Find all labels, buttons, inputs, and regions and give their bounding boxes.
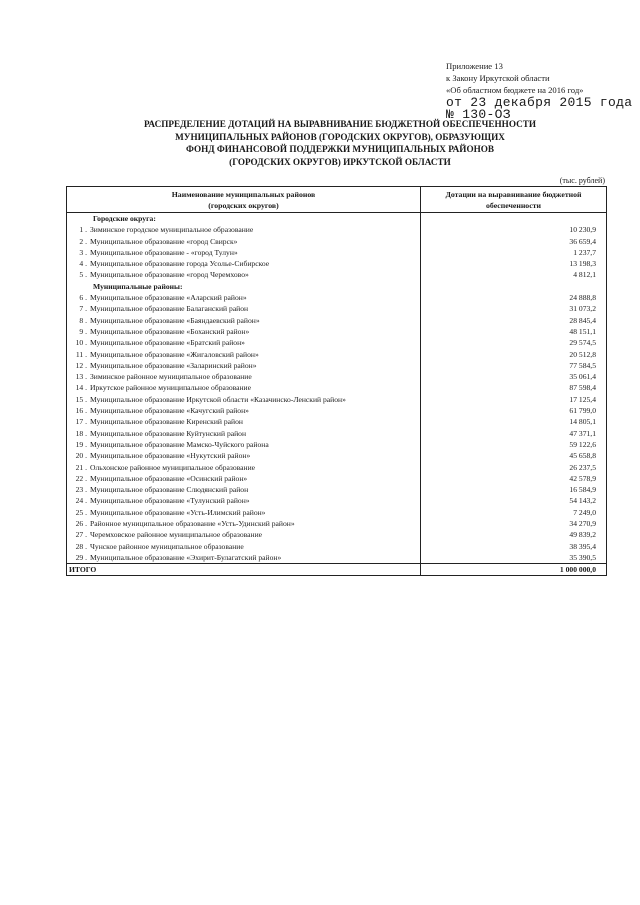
row-name: Чунское районное муниципальное образование xyxy=(90,541,244,551)
row-name: Зиминское районное муниципальное образование xyxy=(90,372,252,382)
row-index: 21 . xyxy=(75,462,87,472)
row-value: 54 143,2 xyxy=(421,495,607,506)
group-row-urban xyxy=(67,213,607,225)
row-index: 26 . xyxy=(75,519,87,529)
header-name-line2: (городских округов) xyxy=(208,200,279,210)
row-value: 35 061,4 xyxy=(421,371,607,382)
row-name: Иркутское районное муниципальное образование xyxy=(90,383,251,393)
row-name-cell xyxy=(67,326,421,337)
row-name-cell xyxy=(67,484,421,495)
distribution-table xyxy=(66,186,607,576)
table-row xyxy=(67,439,607,450)
row-value: 59 122,6 xyxy=(421,439,607,450)
table-row xyxy=(67,371,607,382)
row-name: Муниципальное образование «Тулунский район» xyxy=(90,496,250,506)
table-row xyxy=(67,495,607,506)
appendix-line: Приложение 13 xyxy=(446,61,503,71)
row-name-cell xyxy=(67,541,421,552)
row-name: Муниципальное образование «Баяндаевский район» xyxy=(90,315,260,325)
row-index: 7 . xyxy=(79,304,87,314)
row-value: 28 845,4 xyxy=(421,315,607,326)
row-index: 12 . xyxy=(75,360,87,370)
row-value: 13 198,3 xyxy=(421,258,607,269)
row-name: Муниципальное образование «Аларский район» xyxy=(90,293,247,303)
row-name-cell xyxy=(67,552,421,564)
row-name: Муниципальное образование «Эхирит-Булагатский район» xyxy=(90,552,282,562)
row-name: Зиминское городское муниципальное образование xyxy=(90,225,254,235)
header-value-column xyxy=(421,187,607,213)
table-row xyxy=(67,416,607,427)
row-name: Муниципальное образование «Боханский район» xyxy=(90,326,250,336)
table-row xyxy=(67,405,607,416)
table-row xyxy=(67,394,607,405)
title-line: ФОНД ФИНАНСОВОЙ ПОДДЕРЖКИ МУНИЦИПАЛЬНЫХ РАЙОНОВ xyxy=(185,144,495,155)
row-value: 42 578,9 xyxy=(421,473,607,484)
row-index: 2 . xyxy=(79,236,87,246)
row-name-cell xyxy=(67,315,421,326)
table-row xyxy=(67,360,607,371)
row-value: 24 888,8 xyxy=(421,292,607,303)
table-row xyxy=(67,507,607,518)
table-header xyxy=(67,187,607,213)
table-body xyxy=(67,213,607,576)
row-name-cell xyxy=(67,247,421,258)
row-index: 19 . xyxy=(75,439,87,449)
group-row-districts xyxy=(67,281,607,292)
row-name-cell xyxy=(67,394,421,405)
row-value: 49 839,2 xyxy=(421,529,607,540)
row-name-cell xyxy=(67,462,421,473)
row-name: Муниципальное образование Балаганский район xyxy=(90,304,249,314)
row-name: Муниципальное образование Куйтунский район xyxy=(90,428,247,438)
row-name: Муниципальное образование Мамско-Чуйского района xyxy=(90,439,269,449)
row-value: 35 390,5 xyxy=(421,552,607,564)
row-index: 24 . xyxy=(75,496,87,506)
row-name-cell xyxy=(67,495,421,506)
row-value: 61 799,0 xyxy=(421,405,607,416)
table-row xyxy=(67,518,607,529)
header-value-line1: Дотации на выравнивание бюджетной xyxy=(445,189,582,199)
row-value: 87 598,4 xyxy=(421,382,607,393)
row-name-cell xyxy=(67,416,421,427)
table-row xyxy=(67,326,607,337)
row-index: 8 . xyxy=(79,315,87,325)
table-row xyxy=(67,349,607,360)
row-value: 4 812,1 xyxy=(421,269,607,280)
row-index: 18 . xyxy=(75,428,87,438)
table-row xyxy=(67,315,607,326)
table-row xyxy=(67,541,607,552)
table-row xyxy=(67,484,607,495)
row-value: 34 270,9 xyxy=(421,518,607,529)
table-row xyxy=(67,236,607,247)
table-row xyxy=(67,224,607,235)
row-name-cell xyxy=(67,529,421,540)
row-index: 6 . xyxy=(79,293,87,303)
row-name: Черемховское районное муниципальное образование xyxy=(90,530,263,540)
appendix-budget-line: «Об областном бюджете на 2016 год» xyxy=(446,85,584,95)
row-value: 1 237,7 xyxy=(421,247,607,258)
row-value: 47 371,1 xyxy=(421,428,607,439)
row-index: 28 . xyxy=(75,541,87,551)
row-value: 48 151,1 xyxy=(421,326,607,337)
row-index: 5 . xyxy=(79,270,87,280)
row-index: 9 . xyxy=(79,326,87,336)
row-value: 10 230,9 xyxy=(421,224,607,235)
row-name-cell xyxy=(67,349,421,360)
row-name-cell xyxy=(67,292,421,303)
row-name: Муниципальное образование Киренский район xyxy=(90,417,243,427)
row-index: 1 . xyxy=(79,225,87,235)
row-name: Муниципальное образование города Усолье-Сибирское xyxy=(90,259,270,269)
table-row xyxy=(67,462,607,473)
row-value: 36 659,4 xyxy=(421,236,607,247)
header-name-column xyxy=(67,187,421,213)
row-index: 20 . xyxy=(75,451,87,461)
row-name-cell xyxy=(67,518,421,529)
row-name-cell xyxy=(67,269,421,280)
header-name-line1: Наименование муниципальных районов xyxy=(171,189,316,199)
header-value-line2: обеспеченности xyxy=(486,200,541,210)
table-row xyxy=(67,258,607,269)
row-value: 7 249,0 xyxy=(421,507,607,518)
row-name: Муниципальное образование - «город Тулун» xyxy=(90,247,238,257)
row-name-cell xyxy=(67,258,421,269)
group-label-districts: Муниципальные районы: xyxy=(67,281,421,292)
row-index: 4 . xyxy=(79,259,87,269)
row-value: 38 395,4 xyxy=(421,541,607,552)
row-name: Муниципальное образование «Нукутский район» xyxy=(90,451,251,461)
row-name: Муниципальное образование «Жигаловский район» xyxy=(90,349,259,359)
row-value: 26 237,5 xyxy=(421,462,607,473)
row-name: Муниципальное образование «Усть-Илимский район» xyxy=(90,507,266,517)
table-row xyxy=(67,247,607,258)
row-name: Муниципальное образование «Братский район» xyxy=(90,338,245,348)
row-index: 15 . xyxy=(75,394,87,404)
row-value: 16 584,9 xyxy=(421,484,607,495)
title-line: РАСПРЕДЕЛЕНИЕ ДОТАЦИЙ НА ВЫРАВНИВАНИЕ БЮДЖЕТНОЙ ОБЕСПЕЧЕННОСТИ xyxy=(144,119,536,129)
row-index: 16 . xyxy=(75,406,87,416)
row-name-cell xyxy=(67,371,421,382)
row-value: 29 574,5 xyxy=(421,337,607,348)
row-name-cell xyxy=(67,450,421,461)
row-name-cell xyxy=(67,382,421,393)
table-row xyxy=(67,337,607,348)
table-row xyxy=(67,529,607,540)
total-label: ИТОГО xyxy=(67,564,421,576)
row-name-cell xyxy=(67,405,421,416)
row-value: 14 805,1 xyxy=(421,416,607,427)
row-index: 17 . xyxy=(75,417,87,427)
total-row xyxy=(67,564,607,576)
document-title xyxy=(60,118,620,168)
row-value: 45 658,8 xyxy=(421,450,607,461)
row-name: Муниципальное образование Иркутской области «Казачинско-Ленский район» xyxy=(90,394,346,404)
table-row xyxy=(67,303,607,314)
row-index: 10 . xyxy=(75,338,87,348)
row-index: 27 . xyxy=(75,530,87,540)
row-name-cell xyxy=(67,236,421,247)
row-index: 25 . xyxy=(75,507,87,517)
row-index: 3 . xyxy=(79,247,87,257)
row-index: 11 . xyxy=(75,349,87,359)
row-name-cell xyxy=(67,303,421,314)
table-row xyxy=(67,428,607,439)
row-name: Муниципальное образование «Качугский район» xyxy=(90,406,249,416)
table-row xyxy=(67,552,607,564)
row-name-cell xyxy=(67,439,421,450)
row-name-cell xyxy=(67,473,421,484)
row-name: Муниципальное образование «город Свирск» xyxy=(90,236,238,246)
row-index: 13 . xyxy=(75,372,87,382)
table-row xyxy=(67,450,607,461)
total-value: 1 000 000,0 xyxy=(421,564,607,576)
row-name-cell xyxy=(67,507,421,518)
row-value: 17 125,4 xyxy=(421,394,607,405)
group-label-urban: Городские округа: xyxy=(67,213,421,225)
appendix-date: от 23 декабря 2015 года xyxy=(446,95,633,110)
appendix-number: № 130-ОЗ xyxy=(446,107,511,122)
units-label: (тыс. рублей) xyxy=(559,176,605,185)
row-name: Муниципальное образование «Осинский район» xyxy=(90,473,248,483)
row-name: Районное муниципальное образование «Усть-Удинский район» xyxy=(90,519,295,529)
table-row xyxy=(67,473,607,484)
row-value: 20 512,8 xyxy=(421,349,607,360)
appendix-law-line: к Закону Иркутской области xyxy=(446,73,550,83)
row-index: 23 . xyxy=(75,485,87,495)
row-index: 22 . xyxy=(75,473,87,483)
row-value: 77 584,5 xyxy=(421,360,607,371)
row-name: Муниципальное образование «Заларинский район» xyxy=(90,360,257,370)
row-name-cell xyxy=(67,337,421,348)
row-name: Муниципальное образование Слюдянский район xyxy=(90,485,249,495)
row-name: Муниципальное образование «город Черемхово» xyxy=(90,270,249,280)
title-line: МУНИЦИПАЛЬНЫХ РАЙОНОВ (ГОРОДСКИХ ОКРУГОВ), ОБРАЗУЮЩИХ xyxy=(175,131,505,142)
table-row xyxy=(67,382,607,393)
row-value: 31 073,2 xyxy=(421,303,607,314)
row-name-cell xyxy=(67,224,421,235)
row-name-cell xyxy=(67,428,421,439)
row-index: 14 . xyxy=(75,383,87,393)
appendix-block xyxy=(446,60,631,121)
row-name-cell xyxy=(67,360,421,371)
table-row xyxy=(67,292,607,303)
row-name: Ольхонское районное муниципальное образование xyxy=(90,462,256,472)
title-line: (ГОРОДСКИХ ОКРУГОВ) ИРКУТСКОЙ ОБЛАСТИ xyxy=(229,156,451,167)
row-index: 29 . xyxy=(75,552,87,562)
table-row xyxy=(67,269,607,280)
